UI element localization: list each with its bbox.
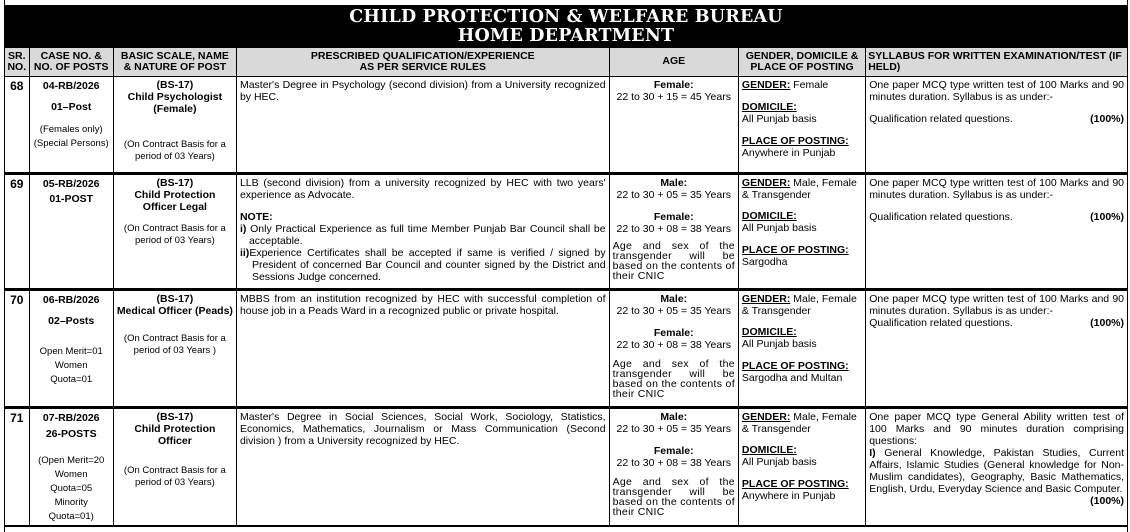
col-header-syllabus: SYLLABUS FOR WRITTEN EXAMINATION/TEST (IF HELD) [866,48,1128,77]
transgender-age-note: Age and sex of the transgender will be based on the contents of their CNIC [612,476,735,518]
table-row [5,174,1128,290]
age-cell [609,408,738,527]
domicile-value: All Punjab basis [741,456,817,468]
post-nature: (On Contract Basis for a period of 03 Years ) [123,333,226,356]
syllabus-cell [866,77,1128,174]
case-no: 04-RB/2026 [42,80,100,92]
case-no: 06-RB/2026 [42,294,100,306]
syllabus-list: I) General Knowledge, Pakistan Studies, Current Affairs, Islamic Studies (General knowledge for Non-Muslim candidates), Geography, Basic Mathematics, English, Urdu, Everyday Science and Basic Computer. [869,447,1124,495]
qualification-text: MBBS from an institution recognized by HEC with successful completion of house job in a Peads Ward in a recognized public or private hospital. [239,293,606,317]
age-cell [609,174,738,290]
quota-line: Women Quota=01 [50,360,93,385]
age-label: Female: [653,79,694,91]
case-cell [29,408,113,527]
gender-label: GENDER: [741,79,791,91]
quota-line: Quota=01) [48,511,94,522]
case-cell [29,174,113,290]
age-cell [609,290,738,408]
post-name: Medical Officer (Peads) [116,305,233,317]
transgender-age-note: Age and sex of the transgender will be based on the contents of their CNIC [612,358,735,400]
qualification-cell [236,77,609,174]
posts-count: 02–Posts [48,315,95,327]
qualification-cell [236,290,609,408]
sr-no: 71 [5,408,30,527]
age-value: 22 to 30 + 15 = 45 Years [616,91,731,103]
syllabus-percent: (100%) [1090,495,1124,507]
qualification-text: LLB (second division) from a university recognized by HEC with two years' experience as Advocate. [239,177,606,201]
table-row [5,77,1128,174]
basic-scale: (BS-17) [156,79,194,91]
domicile-value: All Punjab basis [741,338,817,350]
post-name: Child Protection Officer [134,423,216,447]
posting-label: PLACE OF POSTING: [741,135,849,147]
gender-domicile-cell [738,77,865,174]
quota-line: (Open Merit=20 [38,455,105,466]
domicile-value: All Punjab basis [741,113,817,125]
syllabus-topic: Qualification related questions. [869,317,1013,329]
post-cell [113,290,236,408]
gender-label: GENDER: [741,411,791,423]
syllabus-cell [866,408,1128,527]
post-nature: (On Contract Basis for a period of 03 Years) [123,465,226,488]
basic-scale: (BS-17) [156,293,194,305]
domicile-label: DOMICILE: [741,326,797,338]
gender-value: Female [790,79,829,91]
case-cell [29,290,113,408]
sr-no: 68 [5,77,30,174]
sr-no: 70 [5,290,30,408]
post-cell [113,408,236,527]
table-row [5,290,1128,408]
post-name: Child Psychologist (Female) [127,91,223,115]
posts-count: 26-POSTS [45,428,97,440]
qualification-text: Master's Degree in Social Sciences, Social Work, Sociology, Statistics, Economics, Mathematics, Journalism or Mass Communication (Second division ) from a University recognized by HEC. [239,411,606,447]
domicile-label: DOMICILE: [741,444,797,456]
domicile-value: All Punjab basis [741,222,817,234]
posting-value: Sargodha [741,256,788,268]
age-label: Female: [653,445,694,457]
col-header-case: CASE NO. & NO. OF POSTS [29,48,113,77]
age-value: 22 to 30 + 05 = 35 Years [616,189,731,201]
age-label: Male: [660,411,688,423]
posting-value: Sargodha and Multan [741,372,843,384]
age-cell [609,77,738,174]
qualification-text: Master's Degree in Psychology (second division) from a University recognized by HEC. [239,79,606,103]
domicile-label: DOMICILE: [741,101,797,113]
transgender-age-note: Age and sex of the transgender will be based on the contents of their CNIC [612,240,735,282]
syllabus-text: One paper MCQ type General Ability written test of 100 Marks and 90 minutes duration comprising questions: [869,411,1124,447]
age-value: 22 to 30 + 08 = 38 Years [616,339,731,351]
department-subtitle: HOME DEPARTMENT [457,26,675,46]
syllabus-text: One paper MCQ type written test of 100 Marks and 90 minutes duration. Syllabus is as under:- [869,79,1124,103]
posts-count: 01–Post [51,101,92,113]
table-row [5,408,1128,527]
basic-scale: (BS-17) [156,411,194,423]
department-title-bar [4,6,1128,47]
note-label: NOTE: [239,211,273,223]
note-item: ii)Experience Certificates shall be accepted if same is verified / signed by President of concerned Bar Council and counter signed by the District and Sessions Judge concerned. [239,247,606,283]
syllabus-cell [866,174,1128,290]
posts-table [4,47,1128,527]
quota-line: Women Quota=05 [50,469,93,494]
posting-label: PLACE OF POSTING: [741,244,849,256]
table-header-row [5,48,1128,77]
age-label: Female: [653,211,694,223]
sr-no: 69 [5,174,30,290]
age-value: 22 to 30 + 08 = 38 Years [616,223,731,235]
case-no: 05-RB/2026 [42,178,100,190]
col-header-qualification: PRESCRIBED QUALIFICATION/EXPERIENCE AS PER SERVICE RULES [236,48,609,77]
posts-count: 01-POST [49,193,94,205]
note-item: i) Only Practical Experience as full time Member Punjab Bar Council shall be acceptable. [239,223,606,247]
age-value: 22 to 30 + 08 = 38 Years [616,457,731,469]
domicile-label: DOMICILE: [741,210,797,222]
case-no: 07-RB/2026 [42,412,100,424]
age-value: 22 to 30 + 05 = 35 Years [616,305,731,317]
post-cell [113,77,236,174]
syllabus-text: One paper MCQ type written test of 100 Marks and 90 minutes duration. Syllabus is as under:- [869,293,1124,317]
gender-domicile-cell [738,174,865,290]
gender-label: GENDER: [741,293,791,305]
age-label: Female: [653,327,694,339]
posting-value: Anywhere in Punjab [741,490,836,502]
col-header-gender: GENDER, DOMICILE & PLACE OF POSTING [738,48,865,77]
post-nature: (On Contract Basis for a period of 03 Years) [123,139,226,162]
quota-line: Open Merit=01 [39,346,103,357]
department-title: CHILD PROTECTION & WELFARE BUREAU [349,7,783,27]
advertisement-page [4,0,1128,532]
quota-line: (Special Persons) [33,138,109,149]
posting-label: PLACE OF POSTING: [741,478,849,490]
post-nature: (On Contract Basis for a period of 03 Years) [123,223,226,246]
syllabus-percent: (100%) [1090,317,1124,329]
post-cell [113,174,236,290]
syllabus-percent: (100%) [1090,211,1124,223]
col-header-age: AGE [609,48,738,77]
age-value: 22 to 30 + 05 = 35 Years [616,423,731,435]
col-header-basic-scale: BASIC SCALE, NAME & NATURE OF POST [113,48,236,77]
syllabus-topic: Qualification related questions. [869,113,1013,125]
post-name: Child Protection Officer Legal [134,189,216,213]
age-label: Male: [660,293,688,305]
syllabus-cell [866,290,1128,408]
gender-value: Male, Female & Transgender [741,177,857,201]
next-table-edge [4,525,1128,532]
basic-scale: (BS-17) [156,177,194,189]
case-cell [29,77,113,174]
posting-label: PLACE OF POSTING: [741,360,849,372]
qualification-cell [236,174,609,290]
gender-value: Male, Female & Transgender [741,293,857,317]
gender-label: GENDER: [741,177,791,189]
quota-line: Minority [54,497,88,508]
gender-domicile-cell [738,290,865,408]
qualification-cell [236,408,609,527]
syllabus-percent: (100%) [1090,113,1124,125]
col-header-sr: SR. NO. [5,48,30,77]
syllabus-topic: Qualification related questions. [869,211,1013,223]
syllabus-text: One paper MCQ type written test of 100 Marks and 90 minutes duration. Syllabus is as under:- [869,177,1124,201]
age-label: Male: [660,177,688,189]
gender-domicile-cell [738,408,865,527]
gender-value: Male, Female & Transgender [741,411,857,435]
quota-line: (Females only) [39,124,103,135]
note-list [240,223,606,283]
posting-value: Anywhere in Punjab [741,147,836,159]
